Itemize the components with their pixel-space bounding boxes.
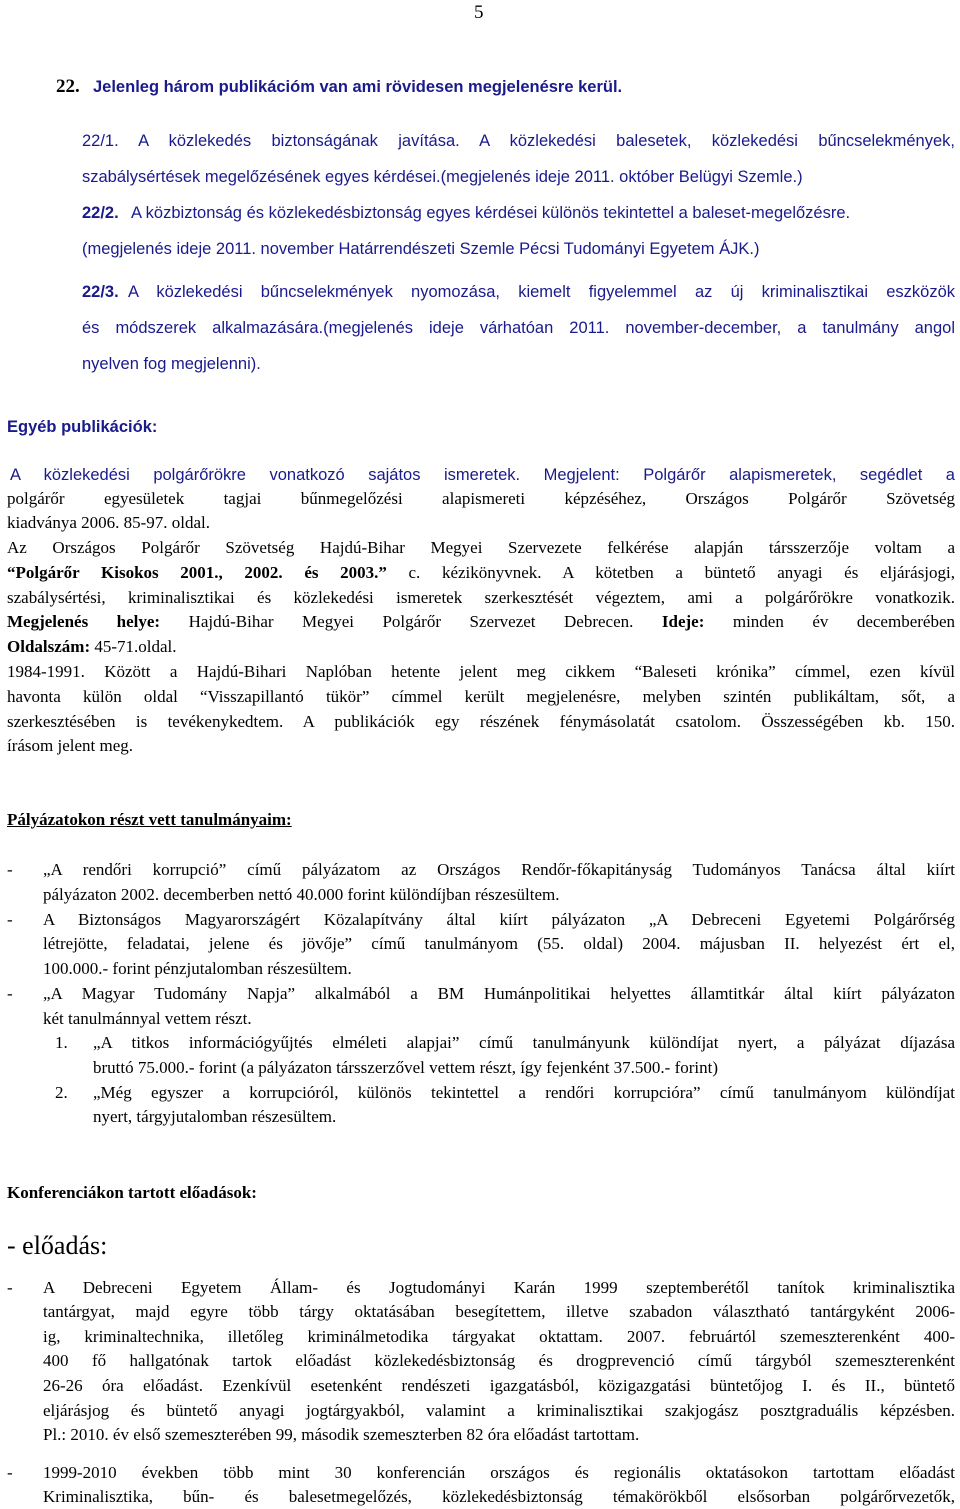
page-range: 45-71.oldal.	[94, 637, 177, 656]
grant-1-dash: -	[7, 860, 13, 879]
other-pub-line6: szabálysértési, kriminalisztikai és közlekedési ismeretek szerkesztését végeztem, ami a polgárőrökre vonatkozik.	[7, 588, 955, 607]
grant-3-dash: -	[7, 984, 13, 1003]
lecture-1-line5: 26-26 óra előadást. Ezenkívül esetenként rendészeti igazgatásból, közigazgatási büntetőjog I. és II., büntető	[43, 1376, 955, 1395]
pub-22-2-line2: (megjelenés ideje 2011. november Határrendészeti Szemle Pécsi Tudományi Egyetem ÁJK.)	[82, 240, 760, 258]
grant-2-line1: A Biztonságos Magyarországért Közalapítvány által kiírt pályázaton „A Debreceni Egyetemi Polgárőrség	[43, 910, 955, 929]
publication-place-label: Megjelenés helye:	[7, 612, 161, 631]
lectures-subheading: - előadás:	[7, 1231, 108, 1260]
pub-22-2-number: 22/2.	[82, 204, 119, 222]
grant-3-sub-1-number: 1.	[55, 1033, 68, 1052]
other-pub-line8	[7, 636, 177, 658]
other-pub-line11: szerkesztésében is tevékenykedtem. A publikációk egy részének fénymásolatát csatolom. Összességében kb. 150.	[7, 712, 955, 731]
grant-3-sub-2-number: 2.	[55, 1083, 68, 1102]
pub-22-3-line2: és módszerek alkalmazására.(megjelenés ideje várhatóan 2011. november-december, a tanulmány angol	[82, 319, 955, 337]
grant-3-sub-1-line2: bruttó 75.000.- forint (a pályázaton társszerzővel vettem részt, így fejenként 37.500.- forint)	[93, 1058, 719, 1077]
lecture-2-line1: 1999-2010 években több mint 30 konferencián országos és regionális oktatásokon tartottam előadást	[43, 1463, 955, 1482]
lecture-1-line4: 400 fő hallgatónak tartok előadást közlekedésbiztonság és drogprevenció című tárgyból szemeszterenként	[43, 1351, 955, 1370]
other-pub-line12: írásom jelent meg.	[7, 736, 134, 755]
pub-22-2-line1: A közbiztonság és közlekedésbiztonság egyes kérdései különös tekintettel a baleset-megelőzésre.	[131, 204, 851, 222]
lecture-1-line3: ig, kriminaltechnika, illetőleg kriminálmetodika tárgyakat oktattam. 2007. februártól szemeszterenként 400-	[43, 1327, 955, 1346]
pub-22-3-line1: A közlekedési bűncselekmények nyomozása, kiemelt figyelemmel az új kriminalisztikai eszközök	[128, 283, 955, 301]
lecture-2-dash: -	[7, 1463, 13, 1482]
other-pub-line2: polgárőr egyesületek tagjai bűnmegelőzési alapismereti képzéséhez, Országos Polgárőr Szövetség	[7, 489, 955, 508]
other-pub-line3: kiadványa 2006. 85-97. oldal.	[7, 513, 211, 532]
publication-date-label: Ideje:	[661, 612, 705, 631]
grant-3-sub-2-line2: nyert, tárgyjutalomban részesültem.	[93, 1107, 337, 1126]
page-number: 5	[474, 2, 484, 23]
publication-date: minden év decemberében	[732, 612, 955, 631]
kisokos-title: “Polgárőr Kisokos 2001., 2002. és 2003.”	[7, 563, 387, 582]
grant-2-line2: létrejötte, feladatai, jelene és jövője” című tanulmányom (55. oldal) 2004. májusban II. helyezést ért el,	[43, 934, 955, 953]
lecture-1-dash: -	[7, 1278, 13, 1297]
other-pub-line7	[7, 611, 955, 633]
grant-3-line1: „A Magyar Tudomány Napja” alkalmából a BM Humánpolitikai helyettes államtitkár által kiírt pályázaton	[43, 984, 955, 1003]
conferences-heading: Konferenciákon tartott előadások:	[7, 1183, 257, 1202]
lecture-1-line1: A Debreceni Egyetem Állam- és Jogtudományi Karán 1999 szeptemberétől tanítok kriminalisztika	[43, 1278, 955, 1297]
lecture-1-line6: eljárásjog és büntető anyagi jogtárgyakból, valamint a kriminalisztikai szakjogász posztgraduális képzésben.	[43, 1401, 955, 1420]
other-pub-line4: Az Országos Polgárőr Szövetség Hajdú-Bihar Megyei Szervezete felkérése alapján társszerzője voltam a	[7, 538, 955, 557]
section-22-heading: Jelenleg három publikációm van ami rövidesen megjelenésre kerül.	[93, 78, 623, 96]
lecture-1-line2: tantárgyat, majd egyre több tárgy oktatásában besegítettem, illetve szabadon választható tantárgyként 2006-	[43, 1302, 955, 1321]
pub-22-1-line1: 22/1. A közlekedés biztonságának javítása. A közlekedési balesetek, közlekedési bűncselekmények,	[82, 132, 955, 150]
lecture-2-line2: Kriminalisztika, bűn- és balesetmegelőzés, közlekedésbiztonság témakörökből elsősorban polgárőrvezetők,	[43, 1487, 955, 1506]
grant-3-sub-2-line1: „Még egyszer a korrupcióról, különös tekintettel a rendőri korrupcióra” című tanulmányom különdíjat	[93, 1083, 955, 1102]
grant-3-sub-1-line1: „A titkos információgyűjtés elméleti alapjai” című tanulmányunk különdíjat nyert, a pályázat díjazása	[93, 1033, 955, 1052]
section-22-number: 22.	[56, 76, 80, 97]
pub-22-1-line2: szabálysértések megelőzésének egyes kérdései.(megjelenés ideje 2011. október Belügyi Szemle.)	[82, 168, 803, 186]
pub-22-3-line3: nyelven fog megjelenni).	[82, 355, 261, 373]
grant-1-line1: „A rendőri korrupció” című pályázatom az Országos Rendőr-főkapitányság Tudományos Tanácsa által kiírt	[43, 860, 955, 879]
publication-place: Hajdú-Bihar Megyei Polgárőr Szervezet Debrecen.	[188, 612, 634, 631]
pub-22-3-number: 22/3.	[82, 283, 119, 301]
other-pub-line10: havonta külön oldal “Visszapillantó tükör” címmel került megjelenésre, melyben szintén publikáltam, sőt, a	[7, 687, 955, 706]
other-pub-line5	[7, 562, 955, 584]
grant-3-line2: két tanulmánnyal vettem részt.	[43, 1009, 252, 1028]
kisokos-desc: c. kézikönyvnek. A kötetben a büntető anyagi és eljárásjogi,	[408, 563, 956, 582]
other-pub-line1: A közlekedési polgárőrökre vonatkozó sajátos ismeretek. Megjelent: Polgárőr alapismeretek, segédlet a	[10, 466, 955, 484]
grant-2-line3: 100.000.- forint pénzjutalomban részesültem.	[43, 959, 352, 978]
other-publications-heading: Egyéb publikációk:	[7, 418, 158, 436]
other-pub-line9: 1984-1991. Között a Hajdú-Bihari Naplóban hetente jelent meg cikkem “Baleseti krónika” címmel, ezen kívül	[7, 662, 955, 681]
grant-2-dash: -	[7, 910, 13, 929]
grant-1-line2: pályázaton 2002. decemberben nettó 40.000 forint különdíjban részesültem.	[43, 885, 560, 904]
grants-heading: Pályázatokon részt vett tanulmányaim:	[7, 810, 292, 829]
page-range-label: Oldalszám:	[7, 637, 91, 656]
lecture-1-line7: Pl.: 2010. év első szemeszterében 99, második szemeszterben 82 óra előadást tartottam.	[43, 1425, 640, 1444]
